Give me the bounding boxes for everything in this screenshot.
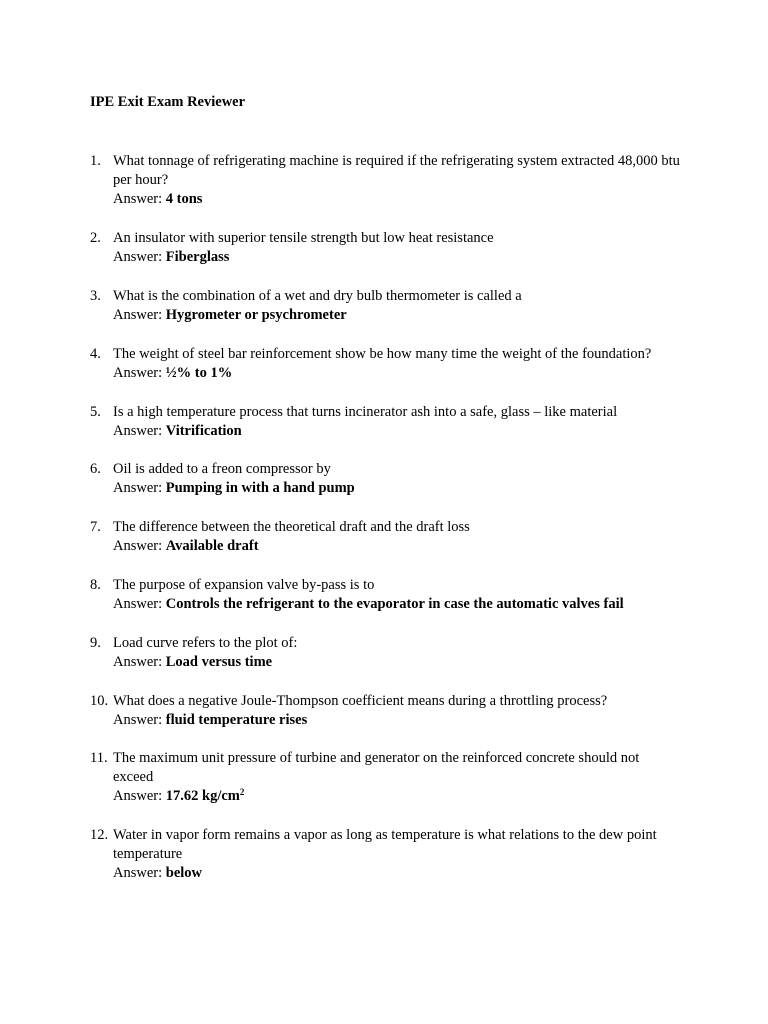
question-number: 3. (90, 288, 101, 304)
question-number: 12. (90, 827, 109, 843)
answer-line (113, 248, 683, 267)
question-number: 9. (90, 635, 101, 651)
answer-value: Load versus time (165, 654, 273, 670)
question-text: The weight of steel bar reinforcement show be how many time the weight of the foundation? (113, 346, 652, 362)
answer-line (113, 306, 683, 325)
answer-value: Pumping in with a hand pump (165, 480, 355, 496)
question-text: What does a negative Joule-Thompson coefficient means during a throttling process? (113, 693, 608, 709)
question-text: Is a high temperature process that turns incinerator ash into a safe, glass – like material (113, 404, 618, 420)
question-number: 4. (90, 346, 101, 362)
answer-line (113, 787, 683, 806)
question-text: An insulator with superior tensile strength but low heat resistance (113, 230, 494, 246)
answer-value: Hygrometer or psychrometer (165, 307, 347, 323)
answer-label: Answer: (113, 538, 166, 554)
answer-value: Vitrification (165, 423, 242, 439)
question-text: Load curve refers to the plot of: (113, 635, 298, 651)
answer-line (113, 595, 683, 614)
answer-label: Answer: (113, 654, 166, 670)
answer-label: Answer: (113, 480, 166, 496)
question-text: The difference between the theoretical draft and the draft loss (113, 519, 470, 535)
answer-value: Available draft (165, 538, 259, 554)
answer-line (113, 364, 683, 383)
answer-value-text: 17.62 kg/cm (165, 788, 240, 804)
question-text: The maximum unit pressure of turbine and generator on the reinforced concrete should not exceed (113, 750, 640, 785)
question-text: What tonnage of refrigerating machine is required if the refrigerating system extracted 48,000 btu per hour? (113, 153, 680, 188)
answer-value: ½% to 1% (165, 365, 233, 381)
question-text: Oil is added to a freon compressor by (113, 461, 331, 477)
question-text: What is the combination of a wet and dry bulb thermometer is called a (113, 288, 522, 304)
question-number: 7. (90, 519, 101, 535)
answer-line (113, 537, 683, 556)
question-number: 2. (90, 230, 101, 246)
answer-value: fluid temperature rises (165, 712, 308, 728)
answer-line (113, 864, 683, 883)
answer-value (166, 788, 245, 804)
question-number: 1. (90, 153, 101, 169)
question-number: 10. (90, 693, 109, 709)
answer-line (113, 711, 683, 730)
answer-label: Answer: (113, 596, 166, 612)
answer-line (113, 653, 683, 672)
answer-label: Answer: (113, 307, 166, 323)
question-number: 6. (90, 461, 101, 477)
answer-label: Answer: (113, 865, 166, 881)
answer-label: Answer: (113, 423, 166, 439)
answer-line (113, 422, 683, 441)
answer-label: Answer: (113, 712, 166, 728)
answer-value: Controls the refrigerant to the evaporator in case the automatic valves fail (165, 596, 624, 612)
answer-label: Answer: (113, 191, 166, 207)
answer-label: Answer: (113, 249, 166, 265)
question-text: Water in vapor form remains a vapor as long as temperature is what relations to the dew point temperature (113, 827, 657, 862)
document-title: IPE Exit Exam Reviewer (90, 94, 246, 110)
answer-value: below (165, 865, 203, 881)
question-text: The purpose of expansion valve by-pass is to (113, 577, 375, 593)
question-number: 5. (90, 404, 101, 420)
question-number: 11. (90, 750, 108, 766)
answer-line (113, 190, 683, 209)
question-number: 8. (90, 577, 101, 593)
answer-superscript: 2 (239, 787, 245, 797)
answer-value: 4 tons (165, 191, 203, 207)
answer-label: Answer: (113, 365, 166, 381)
answer-line (113, 479, 683, 498)
answer-value: Fiberglass (165, 249, 230, 265)
answer-label: Answer: (113, 788, 166, 804)
